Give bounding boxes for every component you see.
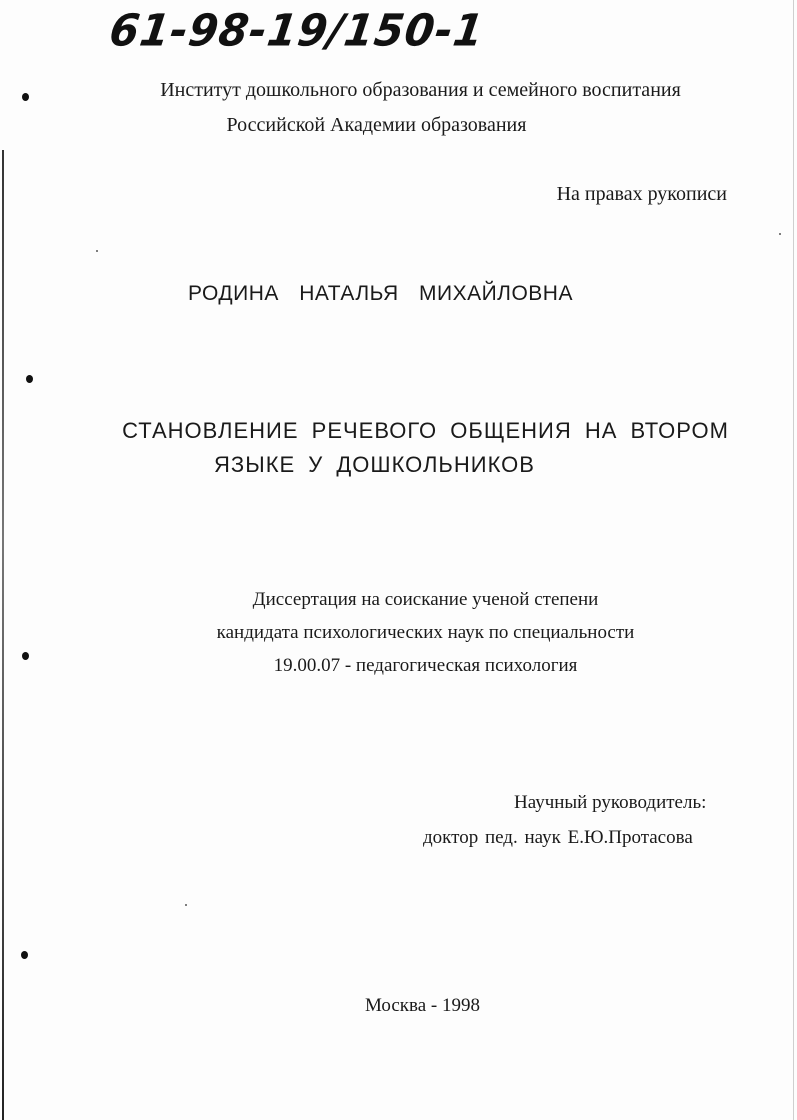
scan-speck bbox=[96, 250, 98, 252]
supervisor-name: доктор пед. наук Е.Ю.Протасова bbox=[423, 827, 693, 848]
dissertation-line1: Диссертация на соискание ученой степени bbox=[252, 589, 599, 610]
dissertation-line2: кандидата психологических наук по специальности bbox=[216, 622, 635, 643]
thesis-title-line2: ЯЗЫКЕ У ДОШКОЛЬНИКОВ bbox=[214, 452, 535, 477]
binding-hole-mark bbox=[26, 375, 33, 383]
manuscript-rights-note: На правах рукописи bbox=[556, 183, 727, 205]
scan-speck bbox=[185, 904, 187, 906]
supervisor-label: Научный руководитель: bbox=[514, 792, 707, 813]
scan-right-edge bbox=[793, 0, 794, 1120]
handwritten-archive-code: 61-98-19/150-1 bbox=[106, 4, 488, 57]
institute-name-line1: Институт дошкольного образования и семейного воспитания bbox=[160, 79, 681, 101]
binding-hole-mark bbox=[21, 951, 28, 959]
place-and-year: Москва - 1998 bbox=[364, 995, 481, 1016]
institute-name-line2: Российской Академии образования bbox=[226, 114, 527, 136]
author-name: РОДИНА НАТАЛЬЯ МИХАЙЛОВНА bbox=[188, 282, 573, 305]
scan-speck bbox=[779, 233, 781, 235]
thesis-title-line1: СТАНОВЛЕНИЕ РЕЧЕВОГО ОБЩЕНИЯ НА ВТОРОМ bbox=[122, 418, 729, 443]
dissertation-line3: 19.00.07 - педагогическая психология bbox=[273, 655, 578, 676]
